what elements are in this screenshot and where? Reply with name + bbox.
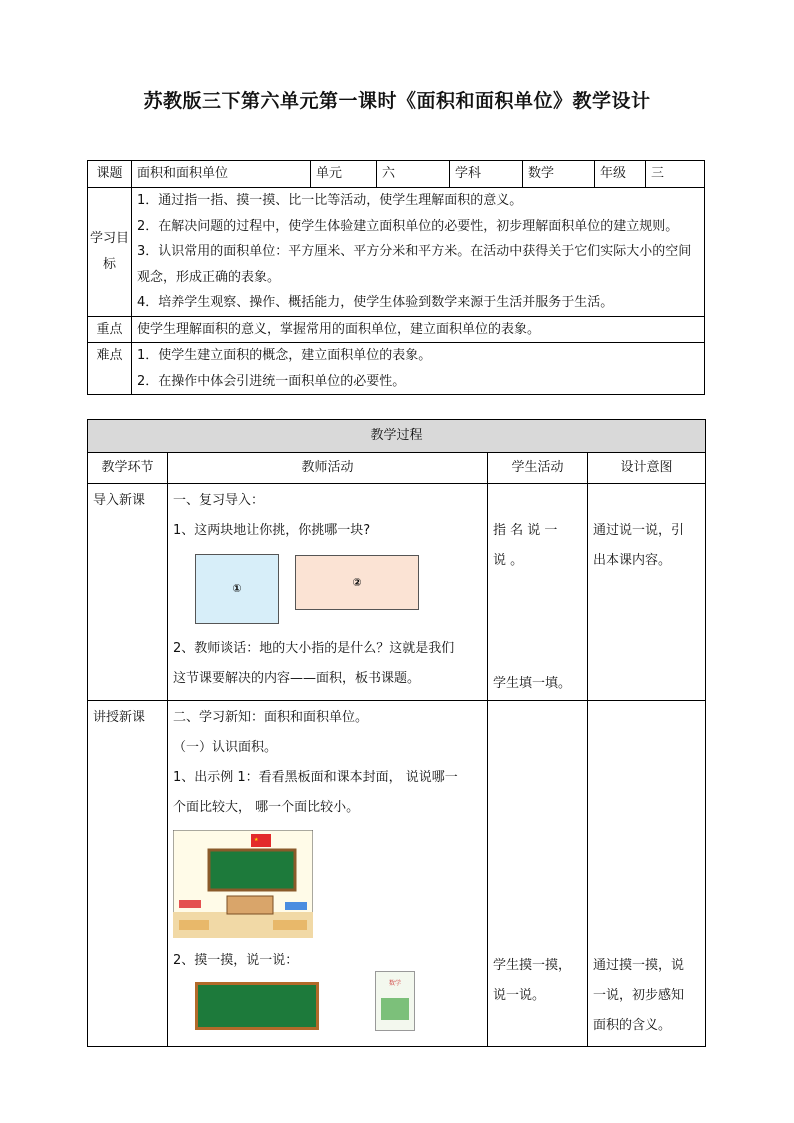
goal-item: 3．认识常用的面积单位：平方厘米、平方分米和平方米。在活动中获得关于它们实际大小的空间观念，形成正确的表象。 xyxy=(137,244,692,285)
process-header: 教学过程 xyxy=(88,420,706,453)
book-illustration xyxy=(381,998,409,1020)
intro-teacher-activity xyxy=(168,484,488,701)
land-rectangle: ② xyxy=(295,555,419,610)
classroom-picture xyxy=(173,823,482,946)
difficulty-row xyxy=(88,343,705,395)
key-point-text: 使学生理解面积的意义，掌握常用的面积单位，建立面积单位的表象。 xyxy=(132,316,705,343)
goal-item: 4．培养学生观察、操作、概括能力，使学生体验到数学来源于生活并服务于生活。 xyxy=(137,295,614,310)
page-title: 苏教版三下第六单元第一课时《面积和面积单位》教学设计 xyxy=(143,90,651,112)
unit-value: 六 xyxy=(377,161,450,188)
goals-row xyxy=(88,188,705,317)
blackboard xyxy=(195,982,319,1030)
intro-line: 这节课要解决的内容——面积，板书课题。 xyxy=(173,671,421,686)
teach-student-activity: 学生摸一摸， 说一说。 xyxy=(488,701,588,1047)
teach-row xyxy=(88,701,706,1047)
goal-item: 1．通过指一指、摸一摸、比一比等活动，使学生理解面积的意义。 xyxy=(137,193,523,208)
grade-value: 三 xyxy=(646,161,705,188)
column-header: 学生活动 xyxy=(488,453,588,484)
intro-line: 2、教师谈话：地的大小指的是什么？这就是我们 xyxy=(173,641,455,656)
column-header: 教师活动 xyxy=(168,453,488,484)
info-row xyxy=(88,161,705,188)
stage-teach: 讲授新课 xyxy=(88,701,168,1047)
column-header: 设计意图 xyxy=(588,453,706,484)
column-header-row xyxy=(88,453,706,484)
teaching-process-table xyxy=(87,419,706,1047)
subject-value: 数学 xyxy=(523,161,595,188)
classroom-image xyxy=(173,830,313,938)
touch-objects xyxy=(173,976,482,1040)
textbook-cover xyxy=(375,971,415,1031)
difficulty-content xyxy=(132,343,705,395)
teach-teacher-activity: 二、学习新知：面积和面积单位。 （一）认识面积。 1、出示例 1：看看黑板面和课本封面， 说说哪一 个面比较大， 哪一个面比较小。 ★ 2、摸一摸，说一说： 数学 xyxy=(168,701,488,1047)
intro-student-activity: 指 名 说 一 说 。 学生填一填。 xyxy=(488,484,588,701)
land-square: ① xyxy=(195,554,279,624)
land-shapes xyxy=(173,546,482,634)
topic-value: 面积和面积单位 xyxy=(132,161,311,188)
topic-label: 课题 xyxy=(88,161,132,188)
difficulty-item: 2．在操作中体会引进统一面积单位的必要性。 xyxy=(137,373,406,389)
unit-label: 单元 xyxy=(311,161,377,188)
key-point-label: 重点 xyxy=(88,316,132,343)
process-header-row xyxy=(88,420,706,453)
stage-intro: 导入新课 xyxy=(88,484,168,701)
intro-line: 1、这两块地让你挑，你挑哪一块? xyxy=(173,523,371,538)
intro-design-intent: 通过说一说，引 出本课内容。 xyxy=(588,484,706,701)
goals-content xyxy=(132,188,705,317)
goal-item: 2．在解决问题的过程中，使学生体验建立面积单位的必要性，初步理解面积单位的建立规则。 xyxy=(137,218,679,234)
svg-text:★: ★ xyxy=(254,837,259,843)
book-title: 数学 xyxy=(388,980,401,987)
key-point-row xyxy=(88,316,705,343)
column-header: 教学环节 xyxy=(88,453,168,484)
grade-label: 年级 xyxy=(595,161,646,188)
intro-row xyxy=(88,484,706,701)
difficulty-label: 难点 xyxy=(88,343,132,395)
lesson-info-table xyxy=(87,160,705,395)
goals-label: 学习目标 xyxy=(88,188,132,317)
intro-line: 一、复习导入： xyxy=(173,493,265,508)
difficulty-item: 1．使学生建立面积的概念，建立面积单位的表象。 xyxy=(137,348,432,363)
subject-label: 学科 xyxy=(450,161,523,188)
teach-design-intent: 通过摸一摸，说 一说，初步感知 面积的含义。 xyxy=(588,701,706,1047)
